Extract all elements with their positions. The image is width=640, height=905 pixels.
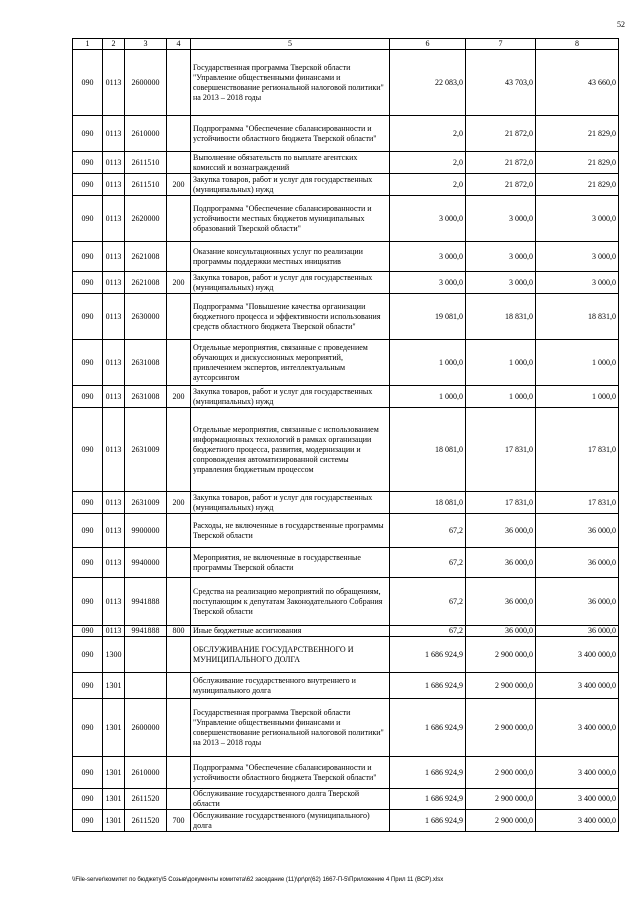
amount-2013-cell: 1 000,0: [390, 386, 466, 408]
amount-2013-cell: 18 081,0: [390, 492, 466, 514]
description-cell: Подпрограмма "Обеспечение сбалансированности и устойчивости областного бюджета Тверской области": [191, 116, 390, 152]
amount-2013-cell: 1 000,0: [390, 340, 466, 386]
table-row: [73, 757, 619, 789]
column-header: 3: [125, 39, 167, 50]
target-article-cell: 2611520: [125, 789, 167, 810]
table-row: [73, 340, 619, 386]
description-cell: Закупка товаров, работ и услуг для государственных (муниципальных) нужд: [191, 492, 390, 514]
table-row: [73, 272, 619, 294]
admin-code-cell: 090: [73, 514, 103, 548]
amount-2015-cell: 3 400 000,0: [536, 757, 619, 789]
column-header: 5: [191, 39, 390, 50]
expense-type-cell: 800: [167, 626, 191, 637]
file-path-footer: \\File-server\комитет по бюджету\5 Созыв\документы комитета\62 заседание (11)\pr\pr(62) 1667-П-5\Приложение 4 Прил 11 (ВСР).xlsx: [72, 877, 444, 883]
amount-2014-cell: 2 900 000,0: [466, 810, 536, 832]
description-cell: Средства на реализацию мероприятий по обращениям, поступающим к депутатам Законодательного Собрания Тверской области: [191, 578, 390, 626]
amount-2013-cell: 1 686 924,9: [390, 810, 466, 832]
target-article-cell: 9941888: [125, 626, 167, 637]
description-cell: Обслуживание государственного внутреннего и муниципального долга: [191, 673, 390, 699]
section-code-cell: 0113: [103, 116, 125, 152]
section-code-cell: 0113: [103, 548, 125, 578]
amount-2014-cell: 2 900 000,0: [466, 637, 536, 673]
section-code-cell: 0113: [103, 272, 125, 294]
expense-type-cell: [167, 294, 191, 340]
admin-code-cell: 090: [73, 810, 103, 832]
table-row: [73, 514, 619, 548]
target-article-cell: 2600000: [125, 50, 167, 116]
admin-code-cell: 090: [73, 699, 103, 757]
description-cell: Расходы, не включенные в государственные программы Тверской области: [191, 514, 390, 548]
admin-code-cell: 090: [73, 637, 103, 673]
table-row: [73, 626, 619, 637]
amount-2015-cell: 1 000,0: [536, 386, 619, 408]
section-code-cell: 0113: [103, 492, 125, 514]
admin-code-cell: 090: [73, 174, 103, 196]
table-row: [73, 50, 619, 116]
target-article-cell: [125, 673, 167, 699]
amount-2014-cell: 2 900 000,0: [466, 789, 536, 810]
expense-type-cell: [167, 548, 191, 578]
expense-type-cell: 200: [167, 174, 191, 196]
section-code-cell: 0113: [103, 408, 125, 492]
amount-2015-cell: 3 400 000,0: [536, 789, 619, 810]
amount-2015-cell: 43 660,0: [536, 50, 619, 116]
admin-code-cell: 090: [73, 789, 103, 810]
amount-2015-cell: 18 831,0: [536, 294, 619, 340]
target-article-cell: 2611510: [125, 174, 167, 196]
admin-code-cell: 090: [73, 578, 103, 626]
section-code-cell: 0113: [103, 152, 125, 174]
admin-code-cell: 090: [73, 152, 103, 174]
admin-code-cell: 090: [73, 492, 103, 514]
target-article-cell: 2631008: [125, 340, 167, 386]
table-row: [73, 789, 619, 810]
section-code-cell: 0113: [103, 340, 125, 386]
amount-2013-cell: 2,0: [390, 116, 466, 152]
admin-code-cell: 090: [73, 294, 103, 340]
amount-2014-cell: 3 000,0: [466, 196, 536, 242]
target-article-cell: 2631009: [125, 408, 167, 492]
table-row: [73, 152, 619, 174]
expense-type-cell: [167, 699, 191, 757]
amount-2013-cell: 1 686 924,9: [390, 673, 466, 699]
admin-code-cell: 090: [73, 196, 103, 242]
target-article-cell: 9900000: [125, 514, 167, 548]
amount-2013-cell: 19 081,0: [390, 294, 466, 340]
section-code-cell: 0113: [103, 50, 125, 116]
table-row: [73, 699, 619, 757]
amount-2014-cell: 1 000,0: [466, 386, 536, 408]
amount-2014-cell: 2 900 000,0: [466, 757, 536, 789]
description-cell: Оказание консультационных услуг по реализации программы поддержки местных инициатив: [191, 242, 390, 272]
amount-2013-cell: 22 083,0: [390, 50, 466, 116]
expense-type-cell: [167, 152, 191, 174]
amount-2014-cell: 21 872,0: [466, 116, 536, 152]
expense-type-cell: 700: [167, 810, 191, 832]
target-article-cell: 2610000: [125, 757, 167, 789]
description-cell: ОБСЛУЖИВАНИЕ ГОСУДАРСТВЕННОГО И МУНИЦИПАЛЬНОГО ДОЛГА: [191, 637, 390, 673]
table-row: [73, 548, 619, 578]
description-cell: Подпрограмма "Обеспечение сбалансированности и устойчивости местных бюджетов муниципальных образований Тверской области": [191, 196, 390, 242]
expense-type-cell: [167, 789, 191, 810]
amount-2013-cell: 67,2: [390, 626, 466, 637]
amount-2014-cell: 36 000,0: [466, 548, 536, 578]
target-article-cell: 2600000: [125, 699, 167, 757]
expense-type-cell: [167, 196, 191, 242]
amount-2015-cell: 17 831,0: [536, 492, 619, 514]
amount-2013-cell: 1 686 924,9: [390, 637, 466, 673]
admin-code-cell: 090: [73, 272, 103, 294]
description-cell: Закупка товаров, работ и услуг для государственных (муниципальных) нужд: [191, 386, 390, 408]
amount-2015-cell: 36 000,0: [536, 578, 619, 626]
target-article-cell: 2611520: [125, 810, 167, 832]
column-header: 4: [167, 39, 191, 50]
description-cell: Отдельные мероприятия, связанные с проведением обучающих и дискуссионных мероприятий, привлечением экспертов, интеллектуальным аутсорсингом: [191, 340, 390, 386]
expense-type-cell: 200: [167, 492, 191, 514]
description-cell: Отдельные мероприятия, связанные с использованием информационных технологий в рамках организации бюджетного процесса, развития, модернизации и сопровождения автоматизированной системы управления бюджетным процессом: [191, 408, 390, 492]
amount-2013-cell: 18 081,0: [390, 408, 466, 492]
amount-2015-cell: 3 400 000,0: [536, 810, 619, 832]
target-article-cell: 2631009: [125, 492, 167, 514]
target-article-cell: 2621008: [125, 242, 167, 272]
expense-type-cell: [167, 340, 191, 386]
description-cell: Обслуживание государственного долга Тверской области: [191, 789, 390, 810]
admin-code-cell: 090: [73, 50, 103, 116]
admin-code-cell: 090: [73, 386, 103, 408]
description-cell: Подпрограмма "Повышение качества организации бюджетного процесса и эффективности использования средств областного бюджета Тверской области": [191, 294, 390, 340]
section-code-cell: 0113: [103, 578, 125, 626]
amount-2015-cell: 3 400 000,0: [536, 699, 619, 757]
section-code-cell: 1301: [103, 757, 125, 789]
amount-2015-cell: 3 000,0: [536, 242, 619, 272]
description-cell: Выполнение обязательств по выплате агентских комиссий и вознаграждений: [191, 152, 390, 174]
amount-2013-cell: 1 686 924,9: [390, 789, 466, 810]
table-row: [73, 242, 619, 272]
admin-code-cell: 090: [73, 408, 103, 492]
amount-2014-cell: 36 000,0: [466, 578, 536, 626]
description-cell: Государственная программа Тверской области "Управление общественными финансами и совершенствование региональной налоговой политики" на 2013 – 2018 годы: [191, 50, 390, 116]
section-code-cell: 1301: [103, 673, 125, 699]
section-code-cell: 1300: [103, 637, 125, 673]
amount-2015-cell: 21 829,0: [536, 174, 619, 196]
expense-type-cell: [167, 637, 191, 673]
amount-2015-cell: 3 400 000,0: [536, 637, 619, 673]
amount-2013-cell: 67,2: [390, 548, 466, 578]
table-row: [73, 673, 619, 699]
amount-2014-cell: 36 000,0: [466, 514, 536, 548]
description-cell: Мероприятия, не включенные в государственные программы Тверской области: [191, 548, 390, 578]
table-row: [73, 174, 619, 196]
expense-type-cell: [167, 408, 191, 492]
amount-2015-cell: 17 831,0: [536, 408, 619, 492]
amount-2014-cell: 2 900 000,0: [466, 673, 536, 699]
budget-table: [72, 38, 619, 832]
table-row: [73, 386, 619, 408]
amount-2014-cell: 21 872,0: [466, 174, 536, 196]
section-code-cell: 1301: [103, 810, 125, 832]
target-article-cell: 2631008: [125, 386, 167, 408]
amount-2013-cell: 2,0: [390, 174, 466, 196]
amount-2013-cell: 3 000,0: [390, 272, 466, 294]
amount-2015-cell: 36 000,0: [536, 514, 619, 548]
table-row: [73, 408, 619, 492]
admin-code-cell: 090: [73, 757, 103, 789]
description-cell: Закупка товаров, работ и услуг для государственных (муниципальных) нужд: [191, 272, 390, 294]
amount-2014-cell: 3 000,0: [466, 242, 536, 272]
column-header: 1: [73, 39, 103, 50]
admin-code-cell: 090: [73, 626, 103, 637]
amount-2013-cell: 1 686 924,9: [390, 699, 466, 757]
amount-2015-cell: 21 829,0: [536, 152, 619, 174]
table-row: [73, 578, 619, 626]
expense-type-cell: 200: [167, 272, 191, 294]
amount-2015-cell: 21 829,0: [536, 116, 619, 152]
admin-code-cell: 090: [73, 116, 103, 152]
admin-code-cell: 090: [73, 673, 103, 699]
target-article-cell: 9940000: [125, 548, 167, 578]
amount-2013-cell: 3 000,0: [390, 242, 466, 272]
amount-2015-cell: 3 000,0: [536, 272, 619, 294]
description-cell: Обслуживание государственного (муниципального) долга: [191, 810, 390, 832]
amount-2014-cell: 2 900 000,0: [466, 699, 536, 757]
amount-2015-cell: 36 000,0: [536, 626, 619, 637]
expense-type-cell: [167, 514, 191, 548]
section-code-cell: 0113: [103, 294, 125, 340]
amount-2014-cell: 36 000,0: [466, 626, 536, 637]
target-article-cell: 2630000: [125, 294, 167, 340]
section-code-cell: 0113: [103, 386, 125, 408]
section-code-cell: 0113: [103, 196, 125, 242]
amount-2013-cell: 1 686 924,9: [390, 757, 466, 789]
amount-2013-cell: 67,2: [390, 514, 466, 548]
description-cell: Иные бюджетные ассигнования: [191, 626, 390, 637]
table-row: [73, 810, 619, 832]
expense-type-cell: [167, 673, 191, 699]
column-header: 2: [103, 39, 125, 50]
section-code-cell: 0113: [103, 514, 125, 548]
section-code-cell: 1301: [103, 699, 125, 757]
section-code-cell: 0113: [103, 174, 125, 196]
description-cell: Подпрограмма "Обеспечение сбалансированности и устойчивости областного бюджета Тверской области": [191, 757, 390, 789]
table-row: [73, 116, 619, 152]
amount-2015-cell: 36 000,0: [536, 548, 619, 578]
amount-2013-cell: 2,0: [390, 152, 466, 174]
amount-2013-cell: 67,2: [390, 578, 466, 626]
section-code-cell: 1301: [103, 789, 125, 810]
page-number: 52: [617, 20, 625, 29]
section-code-cell: 0113: [103, 242, 125, 272]
expense-type-cell: 200: [167, 386, 191, 408]
expense-type-cell: [167, 116, 191, 152]
amount-2015-cell: 1 000,0: [536, 340, 619, 386]
target-article-cell: 2610000: [125, 116, 167, 152]
target-article-cell: 2620000: [125, 196, 167, 242]
table-row: [73, 196, 619, 242]
table-header-row: [73, 39, 619, 50]
table-row: [73, 637, 619, 673]
amount-2015-cell: 3 400 000,0: [536, 673, 619, 699]
amount-2014-cell: 3 000,0: [466, 272, 536, 294]
description-cell: Государственная программа Тверской области "Управление общественными финансами и совершенствование региональной налоговой политики" на 2013 – 2018 годы: [191, 699, 390, 757]
target-article-cell: [125, 637, 167, 673]
amount-2014-cell: 17 831,0: [466, 408, 536, 492]
amount-2014-cell: 18 831,0: [466, 294, 536, 340]
target-article-cell: 2611510: [125, 152, 167, 174]
amount-2013-cell: 3 000,0: [390, 196, 466, 242]
expense-type-cell: [167, 242, 191, 272]
column-header: 8: [536, 39, 619, 50]
target-article-cell: 9941888: [125, 578, 167, 626]
amount-2014-cell: 43 703,0: [466, 50, 536, 116]
amount-2015-cell: 3 000,0: [536, 196, 619, 242]
section-code-cell: 0113: [103, 626, 125, 637]
amount-2014-cell: 21 872,0: [466, 152, 536, 174]
description-cell: Закупка товаров, работ и услуг для государственных (муниципальных) нужд: [191, 174, 390, 196]
table-row: [73, 294, 619, 340]
amount-2014-cell: 1 000,0: [466, 340, 536, 386]
column-header: 7: [466, 39, 536, 50]
target-article-cell: 2621008: [125, 272, 167, 294]
amount-2014-cell: 17 831,0: [466, 492, 536, 514]
column-header: 6: [390, 39, 466, 50]
admin-code-cell: 090: [73, 340, 103, 386]
admin-code-cell: 090: [73, 242, 103, 272]
expense-type-cell: [167, 757, 191, 789]
table-row: [73, 492, 619, 514]
expense-type-cell: [167, 578, 191, 626]
expense-type-cell: [167, 50, 191, 116]
admin-code-cell: 090: [73, 548, 103, 578]
